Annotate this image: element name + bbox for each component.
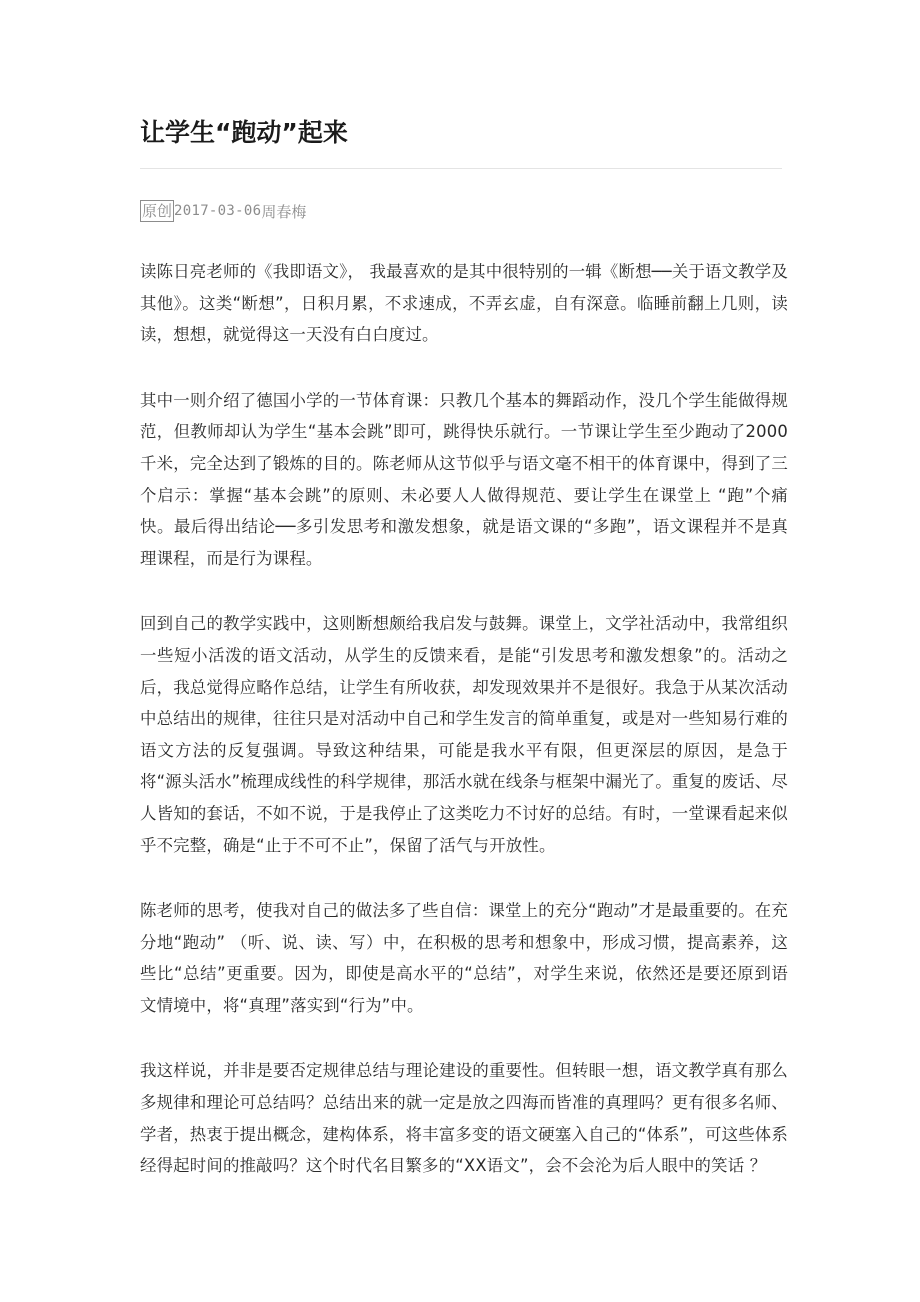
paragraph: 回到自己的教学实践中，这则断想颇给我启发与鼓舞。课堂上，文学社活动中，我常组织一些短小活泼的语文活动，从学生的反馈来看，是能“引发思考和激发想象”的。活动之后，我总觉得应略作总结，让学生有所收获，却发现效果并不是很好。我急于从某次活动中总结出的规律，往往只是对活动中自己和学生发言的简单重复，或是对一些知易行难的语文方法的反复强调。导致这种结果，可能是我水平有限，但更深层的原因，是急于将“源头活水”梳理成线性的科学规律，那活水就在线条与框架中漏光了。重复的废话、尽人皆知的套话，不如不说，于是我停止了这类吃力不讨好的总结。有时，一堂课看起来似乎不完整，确是“止于不可不止”，保留了活气与开放性。 bbox=[140, 614, 788, 855]
article-meta bbox=[140, 198, 788, 224]
original-badge: 原创 bbox=[142, 202, 173, 220]
paragraph: 我这样说，并非是要否定规律总结与理论建设的重要性。但转眼一想，语文教学真有那么多规律和理论可总结吗？总结出来的就一定是放之四海而皆准的真理吗？更有很多名师、学者，热衷于提出概念，建构体系，将丰富多变的语文硬塞入自己的“体系”，可这些体系经得起时间的推敲吗？这个时代名目繁多的“XX语文”，会不会沦为后人眼中的笑话 ？ bbox=[140, 1061, 788, 1176]
article-title: 让学生“跑动”起来 bbox=[140, 118, 348, 147]
article-body bbox=[140, 256, 788, 1182]
title-divider bbox=[140, 168, 782, 169]
paragraph: 陈老师的思考，使我对自己的做法多了些自信：课堂上的充分“跑动”才是最重要的。在充分地“跑动” （听、说、读、写）中，在积极的思考和想象中，形成习惯，提高素养，这些比“总结”更重要。因为，即使是高水平的“总结”，对学生来说，依然还是要还原到语文情境中，将“真理”落实到“行为”中。 bbox=[140, 901, 788, 1015]
paragraph: 读陈日亮老师的《我即语文》， 我最喜欢的是其中很特别的一辑《断想──关于语文教学及其他》。这类“断想”，日积月累，不求速成，不弄玄虚，自有深意。临睡前翻上几则，读读，想想，就觉得这一天没有白白度过。 bbox=[140, 262, 788, 345]
author-name[interactable]: 周春梅 bbox=[261, 202, 307, 221]
paragraph: 其中一则介绍了德国小学的一节体育课：只教几个基本的舞蹈动作，没几个学生能做得规范，但教师却认为学生“基本会跳”即可，跳得快乐就行。一节课让学生至少跑动了2000千米，完全达到了锻炼的目的。陈老师从这节似乎与语文毫不相干的体育课中，得到了三个启示：掌握“基本会跳”的原则、未必要人人做得规范、要让学生在课堂上 “跑”个痛快。最后得出结论──多引发思考和激发想象，就是语文课的“多跑”，语文课程并不是真理课程，而是行为课程。 bbox=[140, 390, 788, 568]
article bbox=[140, 110, 788, 1216]
publish-date: 2017-03-06 bbox=[174, 203, 262, 219]
